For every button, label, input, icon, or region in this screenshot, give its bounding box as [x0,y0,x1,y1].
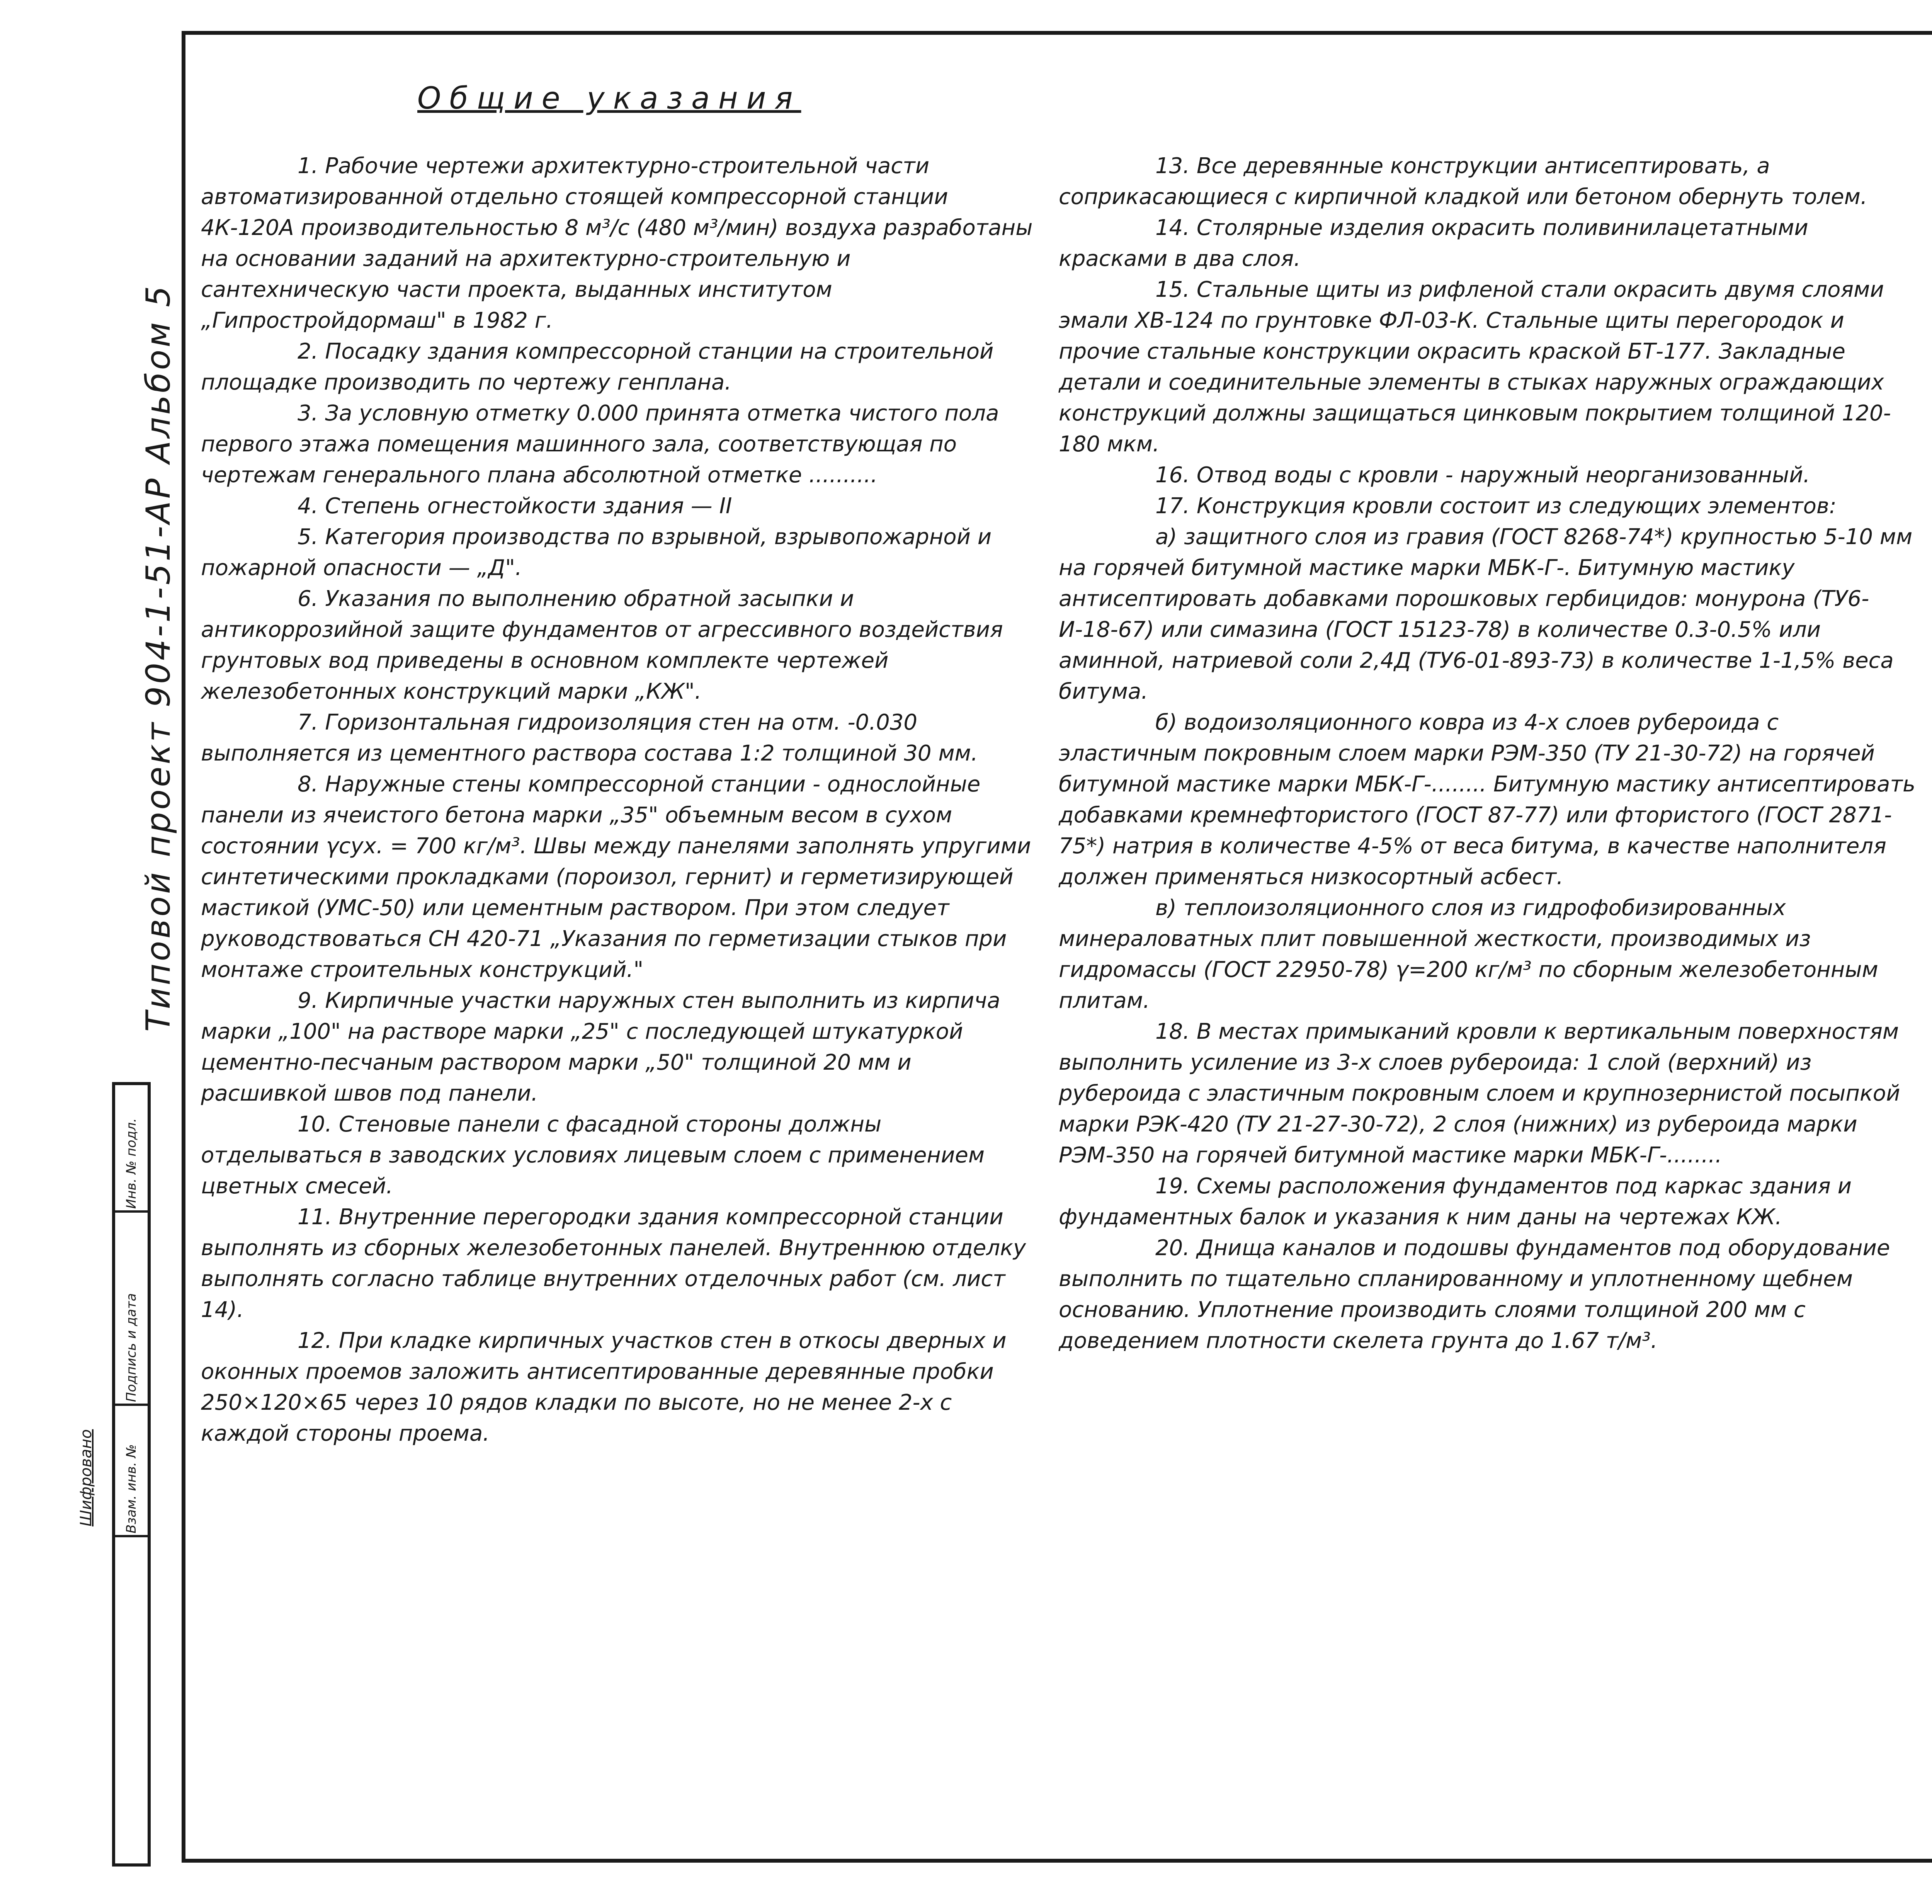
page-title: Общие указания [417,81,801,116]
note-item: 17. Конструкция кровли состоит из следующих элементов: [1155,493,1837,519]
note-item: 12. При кладке кирпичных участков стен в откосы дверных и оконных проемов заложить антисептированные деревянные пробки 250×120×65 через 10 рядов кладки по высоте, но не менее 2-х с каждой стороны проема. [201,1328,1007,1446]
note-item: 15. Стальные щиты из рифленой стали окрасить двумя слоями эмали ХВ-124 по грунтовке ФЛ-03-К. Стальные щиты перегородок и прочие стальные конструкции окрасить краской БТ-177. Закладные детали и соединительные элементы в стыках наружных ограждающих конструкций должны защищаться цинковым покрытием толщиной 120-180 мкм. [1059,277,1891,457]
side-stamp: Шифровано [77,1429,95,1526]
note-item: 16. Отвод воды с кровли - наружный неорганизованный. [1155,463,1810,488]
note-item: 1. Рабочие чертежи архитектурно-строительной части автоматизированной отдельно стоящей компрессорной станции 4К-120А производительностью 8 м³/с (480 м³/мин) воздуха разработаны на основании заданий на архитектурно-строительную и сантехническую части проекта, выданных институтом „Гипростройдормаш" в 1982 г. [201,153,1033,333]
note-item: б) водоизоляционного ковра из 4-х слоев рубероида с эластичным покровным слоем марки РЭМ-350 (ТУ 21-30-72) на горячей битумной мастике марки МБК-Г-........ Битумную мастику антисептировать добавками кремнефтористого (ГОСТ 87-77) или фтористого (ГОСТ 2871-75*) натрия в количестве 4-5% от веса битума, в качестве наполнителя должен применяться низкосортный асбест. [1059,710,1916,890]
note-item: 20. Днища каналов и подошвы фундаментов под оборудование выполнить по тщательно спланированному и уплотненному щебнем основанию. Уплотнение производить слоями толщиной 200 мм с доведением плотности скелета грунта до 1.67 т/м³. [1059,1235,1890,1353]
note-item: 14. Столярные изделия окрасить поливинилацетатными красками в два слоя. [1059,215,1808,271]
note-item: 6. Указания по выполнению обратной засыпки и антикоррозийной защите фундаментов от агрессивного воздействия грунтовых вод приведены в основном комплекте чертежей железобетонных конструкций марки „КЖ". [201,586,1003,704]
note-item: 5. Категория производства по взрывной, взрывопожарной и пожарной опасности — „Д". [201,524,992,580]
approval-strip [112,1082,151,1867]
notes-column-1 [201,151,1039,1449]
note-item: 9. Кирпичные участки наружных стен выполнить из кирпича марки „100" на растворе марки „25" с последующей штукатуркой цементно-песчаным раствором марки „50" толщиной 20 мм и расшивкой швов под панели. [201,988,1000,1106]
note-item: 18. В местах примыканий кровли к вертикальным поверхностям выполнить усиление из 3-х слоев рубероида: 1 слой (верхний) из рубероида с эластичным покровным слоем и крупнозернистой посыпкой марки РЭК-420 (ТУ 21-27-30-72), 2 слоя (нижних) из рубероида марки РЭМ-350 на горячей битумной мастике марки МБК-Г-........ [1059,1019,1900,1168]
strip-cell-signature [115,1213,148,1406]
strip-label: Инв. № подл. [124,1118,139,1209]
strip-label: Подпись и дата [124,1293,139,1402]
note-item: 3. За условную отметку 0.000 принята отметка чистого пола первого этажа помещения машинного зала, соответствующая по чертежам генерального плана абсолютной отметке .......... [201,401,999,488]
note-item: 11. Внутренние перегородки здания компрессорной станции выполнять из сборных железобетонных панелей. Внутреннюю отделку выполнять согласно таблице внутренних отделочных работ (см. лист 14). [201,1205,1026,1322]
note-item: а) защитного слоя из гравия (ГОСТ 8268-74*) крупностью 5-10 мм на горячей битумной мастике марки МБК-Г-. Битумную мастику антисептировать добавками порошковых гербицидов: монурона (ТУ6-И-18-67) или симазина (ГОСТ 15123-78) в количестве 0.3-0.5% или аминной, натриевой соли 2,4Д (ТУ6-01-893-73) в количестве 1-1,5% веса битума. [1059,524,1913,704]
note-item: 19. Схемы расположения фундаментов под каркас здания и фундаментных балок и указания к ним даны на чертежах КЖ. [1059,1174,1852,1230]
note-item: 13. Все деревянные конструкции антисептировать, а соприкасающиеся с кирпичной кладкой или бетоном обернуть толем. [1059,153,1867,209]
strip-cell-inv-replace [115,1406,148,1537]
notes-column-2 [1059,151,1920,1356]
note-item: 4. Степень огнестойкости здания — II [298,493,732,519]
note-item: 10. Стеновые панели с фасадной стороны должны отделываться в заводских условиях лицевым слоем с применением цветных смесей. [201,1112,985,1199]
note-item: 8. Наружные стены компрессорной станции - однослойные панели из ячеистого бетона марки „35" объемным весом в сухом состоянии γсух. = 700 кг/м³. Швы между панелями заполнять упругими синтетическими прокладками (пороизол, гернит) и герметизирующей мастикой (УМС-50) или цементным раствором. При этом следует руководствоваться СН 420-71 „Указания по герметизации стыков при монтаже строительных конструкций." [201,772,1031,982]
strip-cell-inv-orig [115,1085,148,1213]
note-item: в) теплоизоляционного слоя из гидрофобизированных минераловатных плит повышенной жесткости, производимых из гидромассы (ГОСТ 22950-78) γ=200 кг/м³ по сборным железобетонным плитам. [1059,895,1878,1013]
side-project-label: Типовой проект 904-1-51-АР Альбом 5 [139,283,178,1032]
note-item: 2. Посадку здания компрессорной станции на строительной площадке производить по чертежу генплана. [201,339,994,395]
strip-label: Взам. инв. № [124,1444,139,1533]
note-item: 7. Горизонтальная гидроизоляция стен на отм. -0.030 выполняется из цементного раствора состава 1:2 толщиной 30 мм. [201,710,978,766]
